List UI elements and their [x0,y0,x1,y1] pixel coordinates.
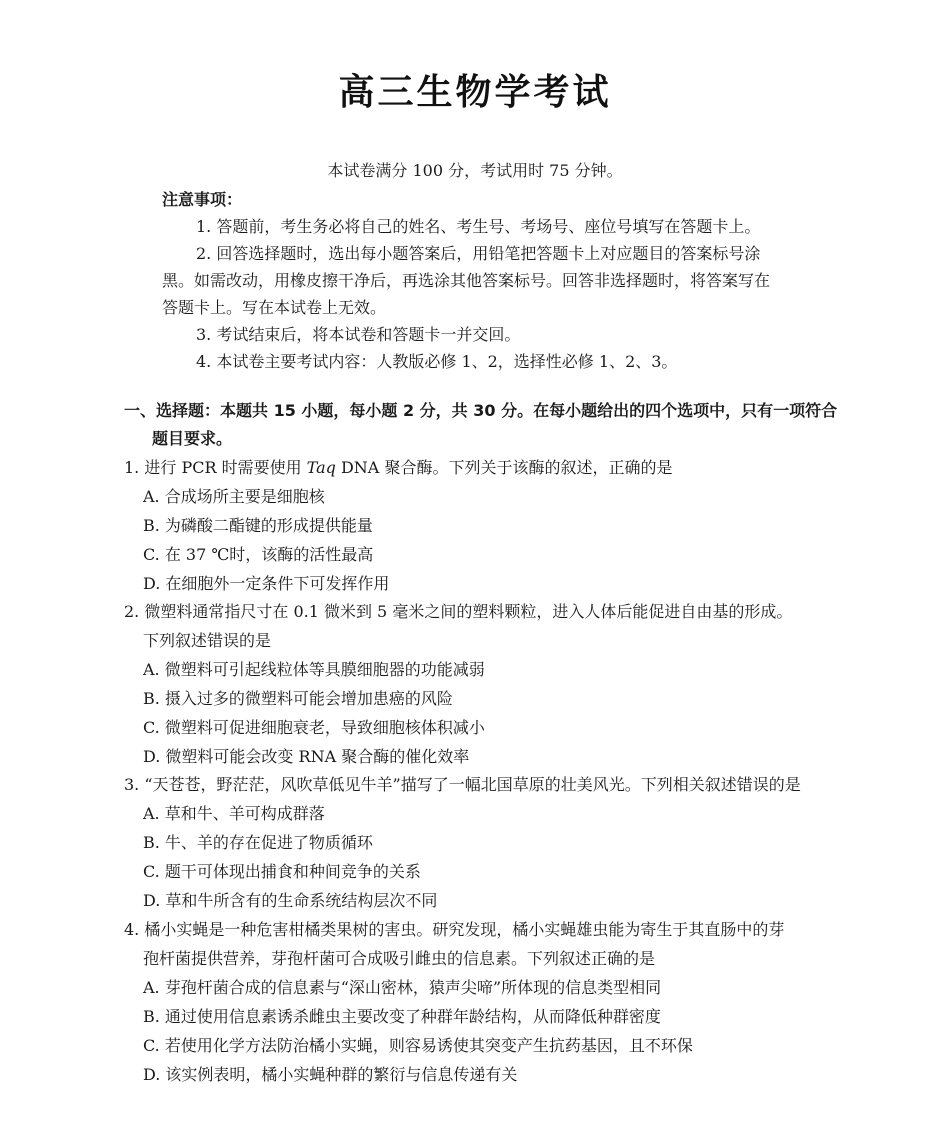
option-c: C. 题干可体现出捕食和种间竞争的关系 [143,862,421,881]
option-d: D. 该实例表明，橘小实蝇种群的繁衍与信息传递有关 [143,1065,518,1084]
option-a: A. 合成场所主要是细胞核 [143,487,325,506]
notice-item: 4. 本试卷主要考试内容：人教版必修 1、2，选择性必修 1、2、3。 [196,352,678,371]
notice-item-continued: 黑。如需改动，用橡皮擦干净后，再选涂其他答案标号。回答非选择题时，将答案写在 [162,271,771,290]
italic-term: Taq [306,458,336,477]
notice-item: 3. 考试结束后，将本试卷和答题卡一并交回。 [196,325,521,344]
option-d: D. 微塑料可能会改变 RNA 聚合酶的催化效率 [143,747,470,766]
option-b: B. 摄入过多的微塑料可能会增加患癌的风险 [143,689,453,708]
question-stem: 2. 微塑料通常指尺寸在 0.1 微米到 5 毫米之间的塑料颗粒，进入人体后能促进自由基的形成。 [124,602,793,621]
option-c: C. 若使用化学方法防治橘小实蝇，则容易诱使其突变产生抗药基因，且不环保 [143,1036,693,1055]
option-c: C. 在 37 ℃时，该酶的活性最高 [143,545,374,564]
question-stem-part: 1. 进行 PCR 时需要使用 [124,458,307,477]
notice-heading: 注意事项： [162,190,243,209]
question-stem-continued: 孢杆菌提供营养，芽孢杆菌可合成吸引雌虫的信息素。下列叙述正确的是 [143,949,656,968]
section-heading-continued: 题目要求。 [152,429,233,448]
question-stem: 3. “天苍苍，野茫茫，风吹草低见牛羊”描写了一幅北国草原的壮美风光。下列相关叙述错误的是 [124,775,801,794]
exam-info: 本试卷满分 100 分，考试用时 75 分钟。 [327,161,623,180]
question-stem: 4. 橘小实蝇是一种危害柑橘类果树的害虫。研究发现，橘小实蝇雄虫能为寄生于其直肠中的芽 [124,920,785,939]
option-a: A. 微塑料可引起线粒体等具膜细胞器的功能减弱 [143,660,485,679]
section-heading: 一、选择题：本题共 15 小题，每小题 2 分，共 30 分。在每小题给出的四个选项中，只有一项符合 [124,401,838,420]
question-stem-continued: 下列叙述错误的是 [143,631,272,650]
option-c: C. 微塑料可促进细胞衰老，导致细胞核体积减小 [143,718,485,737]
option-a: A. 草和牛、羊可构成群落 [143,804,325,823]
page-title: 高三生物学考试 [338,72,612,113]
notice-item: 2. 回答选择题时，选出每小题答案后，用铅笔把答题卡上对应题目的答案标号涂 [196,244,761,263]
option-b: B. 牛、羊的存在促进了物质循环 [143,833,373,852]
question-stem [124,455,672,481]
notice-item-continued: 答题卡上。写在本试卷上无效。 [162,298,387,317]
option-d: D. 在细胞外一定条件下可发挥作用 [143,574,390,593]
option-a: A. 芽孢杆菌合成的信息素与“深山密林，猿声尖啼”所体现的信息类型相同 [143,978,662,997]
option-d: D. 草和牛所含有的生命系统结构层次不同 [143,891,438,910]
question-stem-part: DNA 聚合酶。下列关于该酶的叙述，正确的是 [335,458,673,477]
option-b: B. 为磷酸二酯键的形成提供能量 [143,516,373,535]
option-b: B. 通过使用信息素诱杀雌虫主要改变了种群年龄结构，从而降低种群密度 [143,1007,661,1026]
notice-item: 1. 答题前，考生务必将自己的姓名、考生号、考场号、座位号填写在答题卡上。 [196,217,761,236]
